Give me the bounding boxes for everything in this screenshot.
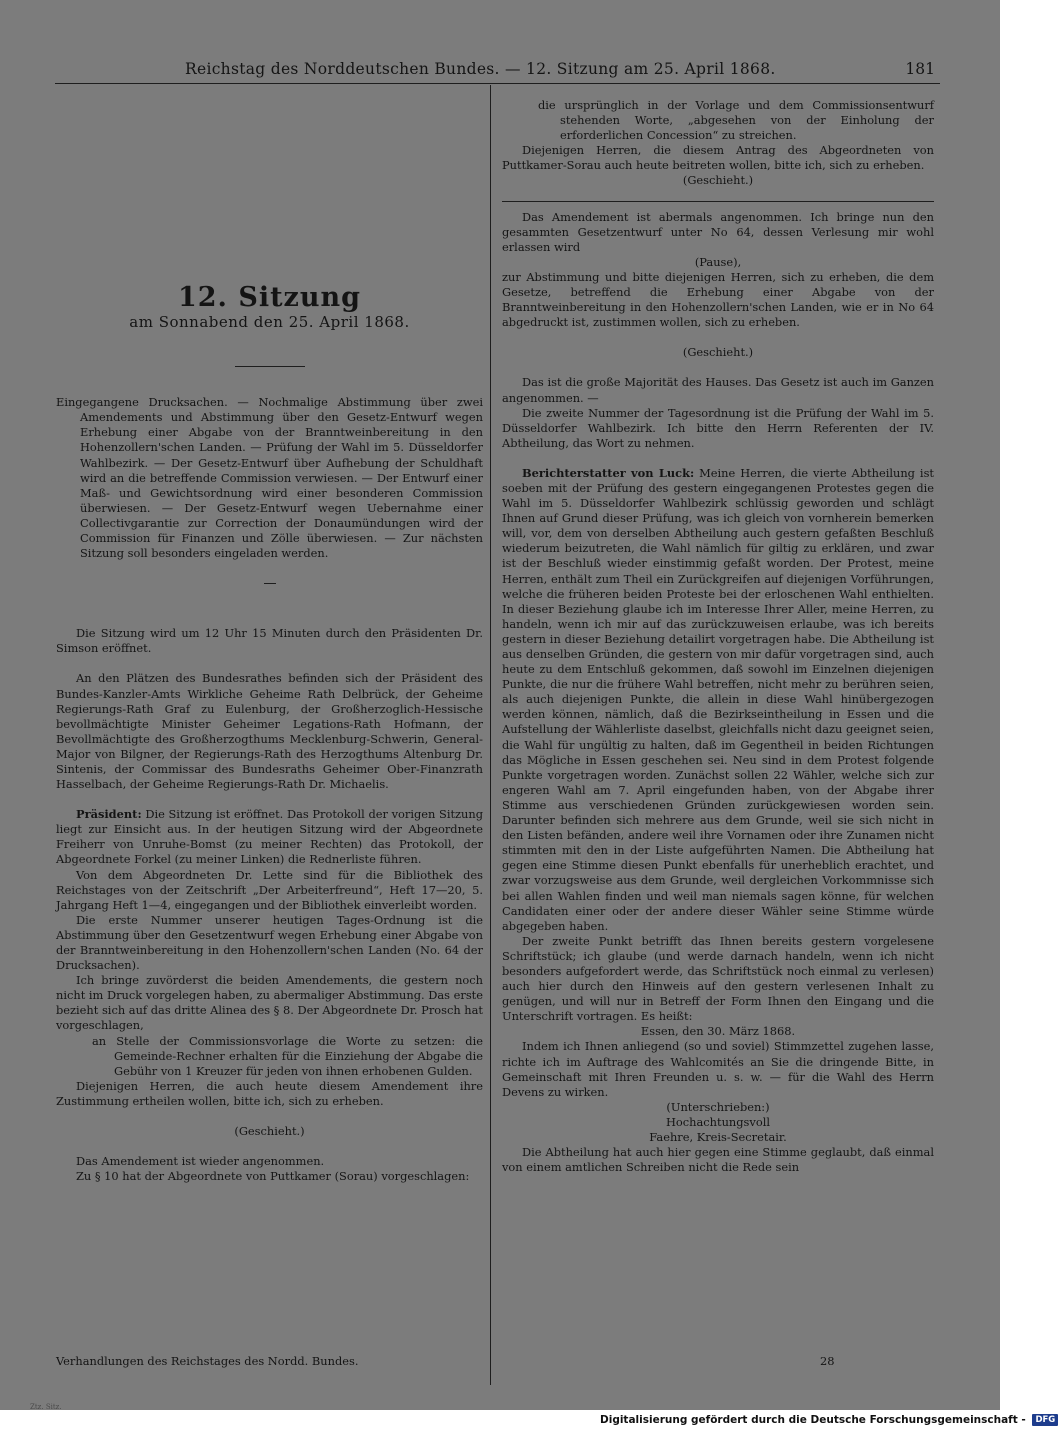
paragraph-president: [56, 807, 483, 867]
speech-text: Die Sitzung ist eröffnet. Das Protokoll der vorigen Sitzung liegt zur Einsicht aus. In der heutigen Sitzung wird der Abgeordnete Freiherr von Unruhe-Bomst (zu meiner Rechten) das Protokoll, der Abgeordnete Forkel (zu meiner Linken) die Rednerliste führen.: [56, 807, 484, 867]
header-rule: [55, 83, 940, 84]
session-title: 12. Sitzung: [177, 282, 362, 313]
letter-signed: (Unterschrieben:): [666, 1099, 770, 1114]
amendment-quote-2: die ursprünglich in der Vorlage und dem Commissionsentwurf stehenden Worte, „abgesehen von der Einholung der erforderlichen Concession“ zu streichen.: [538, 98, 934, 143]
letter-closing: Hochachtungsvoll: [666, 1114, 770, 1129]
amendment-quote: an Stelle der Commissionsvorlage die Worte zu setzen: die Gemeinde-Rechner erhalten für die Einziehung der Abgabe die Gebühr von 1 Kreuzer für jeden von ihnen erhobenen Gulden.: [92, 1033, 483, 1078]
paragraph-next-item: Die zweite Nummer der Tagesordnung ist die Prüfung der Wahl im 5. Düsseldorfer Wahlbezirk. Ich bitte den Herrn Referenten der IV. Abtheilung, das Wort zu nehmen.: [502, 405, 934, 450]
session-subtitle: am Sonnabend den 25. April 1868.: [129, 313, 410, 332]
footer-left: Verhandlungen des Reichstages des Nordd. Bundes.: [56, 1354, 359, 1368]
paragraph-library: Von dem Abgeordneten Dr. Lette sind für die Bibliothek des Reichstages von der Zeitschrift „Der Arbeiterfreund“, Heft 17—20, 5. Jahrgang Heft 1—4, eingegangen und der Bibliothek einverleibt worden.: [56, 867, 483, 912]
paragraph-puttkamer: Zu § 10 hat der Abgeordnete von Puttkamer (Sorau) vorgeschlagen:: [76, 1169, 470, 1184]
paragraph-accepted: Das Amendement ist abermals angenommen. Ich bringe nun den gesammten Gesetzentwurf unter No 64, dessen Verlesung mir wohl erlassen wird: [502, 209, 934, 254]
margin-note: Ztz. Sitz.: [30, 1403, 62, 1411]
running-header: [185, 60, 935, 82]
paragraph-rapporteur: [502, 466, 934, 934]
session-summary: Eingegangene Drucksachen. — Nochmalige Abstimmung über zwei Amendements und Abstimmung über den Gesetz-Entwurf wegen Erhebung einer Abgabe von der Branntweinbereitung in den Hohenzollern'schen Landen. — Prüfung der Wahl im 5. Düsseldorfer Wahlbezirk. — Der Gesetz-Entwurf über Aufhebung der Schuldhaft wird an die betreffende Commission verwiesen. — Der Entwurf einer Maß- und Gewichtsordnung wird einer besonderen Commission überwiesen. — Der Gesetz-Entwurf wegen Uebernahme einer Collectivgarantie zur Correction der Donaumündungen wird der Commission für Finanzen und Zölle überwiesen. — Zur nächsten Sitzung soll besonders eingeladen werden.: [56, 395, 483, 561]
paragraph-opening: Die Sitzung wird um 12 Uhr 15 Minuten durch den Präsidenten Dr. Simson eröffnet.: [56, 626, 483, 656]
letter-signature: Faehre, Kreis-Secretair.: [649, 1130, 787, 1144]
stage-direction-pause: (Pause),: [694, 254, 742, 269]
paragraph-result: Das Amendement ist wieder angenommen.: [76, 1154, 325, 1169]
paragraph-agenda: Die erste Nummer unserer heutigen Tages-Ordnung ist die Abstimmung über den Gesetzentwurf wegen Erhebung einer Abgabe von der Branntweinbereitung in den Hohenzollern'schen Landen (No. 64 der Drucksachen).: [56, 912, 483, 973]
stage-direction-3: (Geschieht.): [682, 345, 754, 360]
right-column: [502, 98, 934, 1175]
paragraph-vote-call: Diejenigen Herren, die auch heute diesem Amendement ihre Zustimmung ertheilen wollen, bitte ich, sich zu erheben.: [56, 1078, 483, 1108]
speaker-label: Präsident:: [76, 807, 142, 822]
paragraph-attendance: An den Plätzen des Bundesrathes befinden sich der Präsident des Bundes-Kanzler-Amts Wirkliche Geheime Rath Delbrück, der Geheime Regierungs-Rath Graf zu Eulenburg, der Großherzoglich-Hessische bevollmächtigte Minister Geheimer Legations-Rath Hofmann, der Bevollmächtigte des Großherzogthums Mecklenburg-Schwerin, General-Major von Bilgner, der Regierungs-Rath des Herzogthums Altenburg Dr. Sintenis, der Commissar des Bundesraths Geheimer Ober-Finanzrath Hasselbach, der Geheime Regierungs-Rath Dr. Michaelis.: [56, 671, 483, 792]
running-header-title: Reichstag des Norddeutschen Bundes. — 12. Sitzung am 25. April 1868.: [185, 60, 776, 78]
paragraph-second-point: Der zweite Punkt betrifft das Ihnen bereits gestern vorgelesene Schriftstück; ich glaube (und werde darnach handeln, wenn ich nicht besonders aufgefordert werde, das Schriftstück noch einmal zu verlesen) auch hier durch den Hinweis auf den gestern verlesenen Inhalt zu genügen, und will nur in Betreff der Form Ihnen den Eingang und die Unterschrift vortragen. Es heißt:: [502, 933, 934, 1024]
summary-divider: [264, 583, 276, 584]
page-number: 181: [905, 60, 935, 78]
paragraph-majority: Das ist die große Majorität des Hauses. Das Gesetz ist auch im Ganzen angenommen. —: [502, 375, 934, 405]
signature-number: 28: [820, 1354, 835, 1368]
dfg-logo-icon: DFG: [1032, 1414, 1058, 1426]
paragraph-vote-call-2: Diejenigen Herren, die diesem Antrag des Abgeordneten von Puttkamer-Sorau auch heute beitreten wollen, bitte ich, sich zu erheben.: [502, 143, 934, 173]
speech-text-2: Meine Herren, die vierte Abtheilung ist soeben mit der Prüfung des gestern eingegangenen Protestes gegen die Wahl im 5. Düsseldorfer Wahlbezirk schlüssig geworden und schlägt Ihnen auf Grund dieser Prüfung, was ich gleich von vornherein bemerken will, vor, dem von derselben Abtheilung auch gestern gefaßten Beschluß wiederum beizutreten, die Wahl nämlich für giltig zu erklären, und zwar ist der Beschluß wieder einstimmig gefaßt worden. Der Protest, meine Herren, enthält zum Theil ein Zurückgreifen auf diejenigen Vorführungen, welche die früheren beiden Proteste bei der erloschenen Wahl enthielten. In dieser Beziehung glaube ich im Interesse Ihrer Aller, meine Herren, zu handeln, wenn ich mir auf das zurückzuweisen erlaube, was ich bereits gestern in dieser Beziehung detailirt vorgetragen habe. Die Abtheilung ist aus denselben Gründen, die gestern von mir dafür vorgetragen sind, auch heute zu dem Entschluß gekommen, daß sowohl im Einzelnen diejenigen Punkte, die nur die frühere Wahl betreffen, nicht mehr zu berühren seien, als auch diejenigen Punkte, die allein in diese Wahl hinübergezogen werden können, nämlich, daß die Bezirkseintheilung in Essen und die Aufstellung der Wählerliste daselbst, gleichfalls nicht dazu geeignet seien, die Wahl für ungültig zu halten, daß im Gegentheil in beiden Richtungen das Mögliche in Essen geschehen sei. Neu sind in dem Protest folgende Punkte vorgetragen worden. Zunächst sollen 22 Wähler, welche sich zur engeren Wahl am 7. April eingefunden haben, von der Abgabe ihrer Stimme aus verschiedenen Gründen zurückgewiesen worden sein. Darunter befinden sich mehrere aus dem Grunde, weil sie sich nicht in den Listen befänden, andere weil ihre Vornamen oder ihre Zunamen nicht stimmten mit den in der Liste aufgeführten Namen. Die Abtheilung hat gegen eine Stimme diesen Punkt ebenfalls für unerheblich erachtet, und zwar vorzugsweise aus dem Grunde, weil dergleichen Vorkommnisse sich bei allen Wahlen finden und weil man niemals sagen könne, für welchen Candidaten einer oder der andere dieser Wähler seine Stimme würde abgegeben haben.: [502, 465, 934, 933]
paragraph-conclusion: Die Abtheilung hat auch hier gegen eine Stimme geglaubt, daß einmal von einem amtlichen Schreiben nicht die Rede sein: [502, 1145, 934, 1175]
letter-date: Essen, den 30. März 1868.: [640, 1024, 796, 1039]
left-column: [56, 98, 483, 1184]
title-divider: [235, 366, 305, 367]
stage-direction: (Geschieht.): [234, 1124, 305, 1139]
dfg-credit-text: Digitalisierung gefördert durch die Deutsche Forschungsgemeinschaft -: [600, 1414, 1026, 1426]
dfg-credit: [600, 1414, 1056, 1430]
letter-body: Indem ich Ihnen anliegend (so und soviel) Stimmzettel zugehen lasse, richte ich im Auftrage des Wahlcomités an Sie die dringende Bitte, in Gemeinschaft mit Ihren Freunden u. s. w. — für die Wahl des Herrn Devens zu wirken.: [502, 1039, 934, 1099]
section-rule: [502, 201, 934, 202]
paragraph-vote-law: zur Abstimmung und bitte diejenigen Herren, sich zu erheben, die dem Gesetze, betreffend die Erhebung einer Abgabe von der Branntweinbereitung in den Hohenzollern'schen Landen, wie er in No 64 abgedruckt ist, zustimmen wollen, sich zu erheben.: [502, 269, 934, 330]
speaker-label-2: Berichterstatter von Luck:: [522, 465, 695, 480]
column-divider: [490, 85, 491, 1385]
stage-direction-2: (Geschieht.): [682, 173, 754, 188]
paragraph-amendments: Ich bringe zuvörderst die beiden Amendements, die gestern noch nicht im Druck vorgelegen haben, zu abermaliger Abstimmung. Das erste bezieht sich auf das dritte Alinea des § 8. Der Abgeordnete Dr. Prosch hat vorgeschlagen,: [56, 973, 484, 1033]
